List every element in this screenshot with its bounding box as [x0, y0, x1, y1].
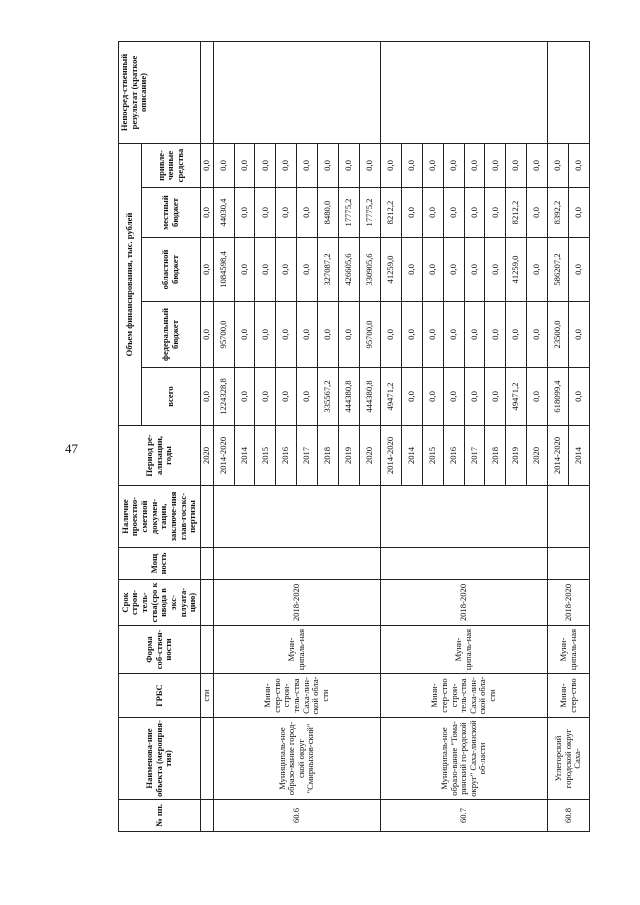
value-cell: 49471,2	[380, 368, 401, 426]
value-cell: 1224328,8	[213, 368, 234, 426]
continuation-row: сти 2020 0,0 0,0 0,0 0,0 0,0	[200, 42, 213, 832]
header-regional: областной бюджет	[142, 238, 201, 302]
object-60-7	[380, 42, 547, 832]
value-cell: 0,0	[527, 188, 548, 238]
financing-table	[118, 41, 590, 832]
period-cell: 2018	[318, 426, 339, 486]
object-ownership: Муни-ципаль-ная	[548, 626, 590, 674]
object-term: 2018-2020	[380, 580, 547, 626]
value-cell: 0,0	[569, 188, 590, 238]
object-grbs: Мини-стер-ство строи-тель-ства Саха-лин-ской обла-сти	[213, 674, 380, 718]
page-number: 47	[65, 441, 78, 456]
value-cell: 0,0	[443, 144, 464, 188]
period-cell: 2017	[297, 426, 318, 486]
value-cell: 444380,8	[339, 368, 360, 426]
period-cell: 2014-2020	[380, 426, 401, 486]
value-cell: 95700,0	[359, 302, 380, 368]
object-ownership: Муни-ципаль-ная	[213, 626, 380, 674]
period-cell: 2014	[234, 426, 255, 486]
period-cell: 2016	[276, 426, 297, 486]
object-docs	[548, 486, 590, 548]
value-cell: 0,0	[464, 188, 485, 238]
value-cell: 0,0	[255, 144, 276, 188]
value-cell: 49471,2	[506, 368, 527, 426]
value-cell: 0,0	[380, 144, 401, 188]
period-cell: 2015	[255, 426, 276, 486]
value-cell: 0,0	[255, 368, 276, 426]
value-cell: 0,0	[464, 368, 485, 426]
value-cell: 23500,0	[548, 302, 569, 368]
value-cell: 8480,0	[318, 188, 339, 238]
period-cell: 2019	[339, 426, 360, 486]
value-cell: 618099,4	[548, 368, 569, 426]
value-cell: 0,0	[234, 144, 255, 188]
value-cell: 0,0	[234, 368, 255, 426]
value-cell: 0,0	[401, 144, 422, 188]
cont-period: 2020	[200, 426, 213, 486]
object-capacity	[548, 548, 590, 580]
value-cell: 17775,2	[339, 188, 360, 238]
value-cell: 0,0	[422, 302, 443, 368]
object-name: Углегорский городской округ Саха-	[548, 718, 590, 800]
object-result	[548, 42, 590, 144]
value-cell: 0,0	[318, 302, 339, 368]
header-capacity: Мощ ность	[119, 548, 201, 580]
value-cell: 0,0	[297, 302, 318, 368]
value-cell: 0,0	[297, 238, 318, 302]
object-result	[380, 42, 547, 144]
value-cell: 0,0	[443, 188, 464, 238]
value-cell: 8212,2	[506, 188, 527, 238]
value-cell: 0,0	[569, 368, 590, 426]
value-cell: 0,0	[401, 188, 422, 238]
object-grbs: Мини-стер-ство строи-тель-ства Саха-лин-ской обла-сти	[380, 674, 547, 718]
object-ownership: Муни-ципаль-ная	[380, 626, 547, 674]
table-row	[548, 42, 569, 832]
value-cell: 0,0	[485, 144, 506, 188]
period-cell: 2018	[485, 426, 506, 486]
header-num: № пп.	[119, 800, 201, 832]
value-cell: 327087,2	[318, 238, 339, 302]
value-cell: 0,0	[318, 144, 339, 188]
header-name: Наименова-ние объекта (мероприя-тия)	[119, 718, 201, 800]
value-cell: 0,0	[255, 302, 276, 368]
object-60-8	[548, 42, 590, 832]
value-cell: 1084598,4	[213, 238, 234, 302]
object-capacity	[213, 548, 380, 580]
value-cell: 0,0	[422, 368, 443, 426]
value-cell: 0,0	[297, 188, 318, 238]
value-cell: 0,0	[255, 188, 276, 238]
object-term: 2018-2020	[548, 580, 590, 626]
value-cell: 586207,2	[548, 238, 569, 302]
value-cell: 0,0	[276, 144, 297, 188]
value-cell: 0,0	[569, 238, 590, 302]
header-docs: Наличие проектно-сметной докумен-тации, заключе-ния глав-госэкс-пертизы	[119, 486, 201, 548]
period-cell: 2020	[527, 426, 548, 486]
value-cell: 41259,0	[380, 238, 401, 302]
header-row-1	[119, 42, 142, 832]
value-cell: 0,0	[569, 302, 590, 368]
value-cell: 0,0	[527, 368, 548, 426]
value-cell: 0,0	[527, 302, 548, 368]
header-result: Непосред-ственный результат (краткое описание)	[119, 42, 201, 144]
value-cell: 0,0	[443, 368, 464, 426]
value-cell: 0,0	[276, 238, 297, 302]
object-docs	[213, 486, 380, 548]
value-cell: 0,0	[297, 144, 318, 188]
value-cell: 0,0	[506, 144, 527, 188]
value-cell: 0,0	[380, 302, 401, 368]
value-cell: 0,0	[276, 368, 297, 426]
rotated-table-wrapper	[118, 42, 590, 832]
object-num: 60.8	[548, 800, 590, 832]
object-capacity	[380, 548, 547, 580]
cont-grbs: сти	[200, 674, 213, 718]
value-cell: 0,0	[464, 144, 485, 188]
value-cell: 44030,4	[213, 188, 234, 238]
value-cell: 0,0	[401, 302, 422, 368]
object-docs	[380, 486, 547, 548]
object-name: Муниципаль-ное образо-вание "Тома-ринский го-родской округ" Саха-линской об-ласти	[380, 718, 547, 800]
value-cell: 444380,8	[359, 368, 380, 426]
value-cell: 0,0	[485, 238, 506, 302]
period-cell: 2019	[506, 426, 527, 486]
period-cell: 2020	[359, 426, 380, 486]
value-cell: 0,0	[297, 368, 318, 426]
value-cell: 95700,0	[213, 302, 234, 368]
value-cell: 0,0	[234, 238, 255, 302]
value-cell: 8212,2	[380, 188, 401, 238]
object-result	[213, 42, 380, 144]
value-cell: 0,0	[464, 302, 485, 368]
period-cell: 2017	[464, 426, 485, 486]
value-cell: 0,0	[234, 302, 255, 368]
value-cell: 0,0	[276, 302, 297, 368]
value-cell: 0,0	[422, 144, 443, 188]
value-cell: 335567,2	[318, 368, 339, 426]
header-federal: федеральный бюджет	[142, 302, 201, 368]
object-term: 2018-2020	[213, 580, 380, 626]
object-name: Муниципаль-ное образо-вание город-ской округ "Смирныхов-ский"	[213, 718, 380, 800]
period-cell: 2014-2020	[548, 426, 569, 486]
period-cell: 2014-2020	[213, 426, 234, 486]
period-cell: 2014	[401, 426, 422, 486]
value-cell: 0,0	[339, 302, 360, 368]
value-cell: 0,0	[485, 188, 506, 238]
header-grbs: ГРБС	[119, 674, 201, 718]
object-60-6	[213, 42, 380, 832]
object-grbs: Мини-стер-ство	[548, 674, 590, 718]
value-cell: 0,0	[422, 188, 443, 238]
value-cell: 0,0	[443, 238, 464, 302]
table-row	[213, 42, 234, 832]
header-funding: Объем финансирования, тыс. рублей	[119, 144, 142, 426]
value-cell: 0,0	[276, 188, 297, 238]
header-term: Срок строи-тель-ства(сро к ввода в экс-плуата-цию)	[119, 580, 201, 626]
value-cell: 0,0	[255, 238, 276, 302]
value-cell: 426605,6	[339, 238, 360, 302]
value-cell: 0,0	[422, 238, 443, 302]
value-cell: 0,0	[359, 144, 380, 188]
period-cell: 2015	[422, 426, 443, 486]
value-cell: 0,0	[401, 238, 422, 302]
value-cell: 0,0	[506, 302, 527, 368]
header-ownership: Форма соб-ствен-ности	[119, 626, 201, 674]
value-cell: 0,0	[234, 188, 255, 238]
header-total: всего	[142, 368, 201, 426]
value-cell: 0,0	[464, 238, 485, 302]
value-cell: 0,0	[339, 144, 360, 188]
value-cell: 0,0	[569, 144, 590, 188]
value-cell: 0,0	[401, 368, 422, 426]
header-local: местный бюджет	[142, 188, 201, 238]
period-cell: 2014	[569, 426, 590, 486]
header-period: Период ре-ализации, годы	[119, 426, 201, 486]
value-cell: 8392,2	[548, 188, 569, 238]
object-num: 60.7	[380, 800, 547, 832]
value-cell: 0,0	[443, 302, 464, 368]
header-attracted: привле-ченные средства	[142, 144, 201, 188]
value-cell: 0,0	[213, 144, 234, 188]
value-cell: 0,0	[527, 238, 548, 302]
value-cell: 330905,6	[359, 238, 380, 302]
period-cell: 2016	[443, 426, 464, 486]
value-cell: 0,0	[485, 368, 506, 426]
value-cell: 41259,0	[506, 238, 527, 302]
table-row	[380, 42, 401, 832]
object-num: 60.6	[213, 800, 380, 832]
value-cell: 17775,2	[359, 188, 380, 238]
value-cell: 0,0	[527, 144, 548, 188]
value-cell: 0,0	[548, 144, 569, 188]
value-cell: 0,0	[485, 302, 506, 368]
